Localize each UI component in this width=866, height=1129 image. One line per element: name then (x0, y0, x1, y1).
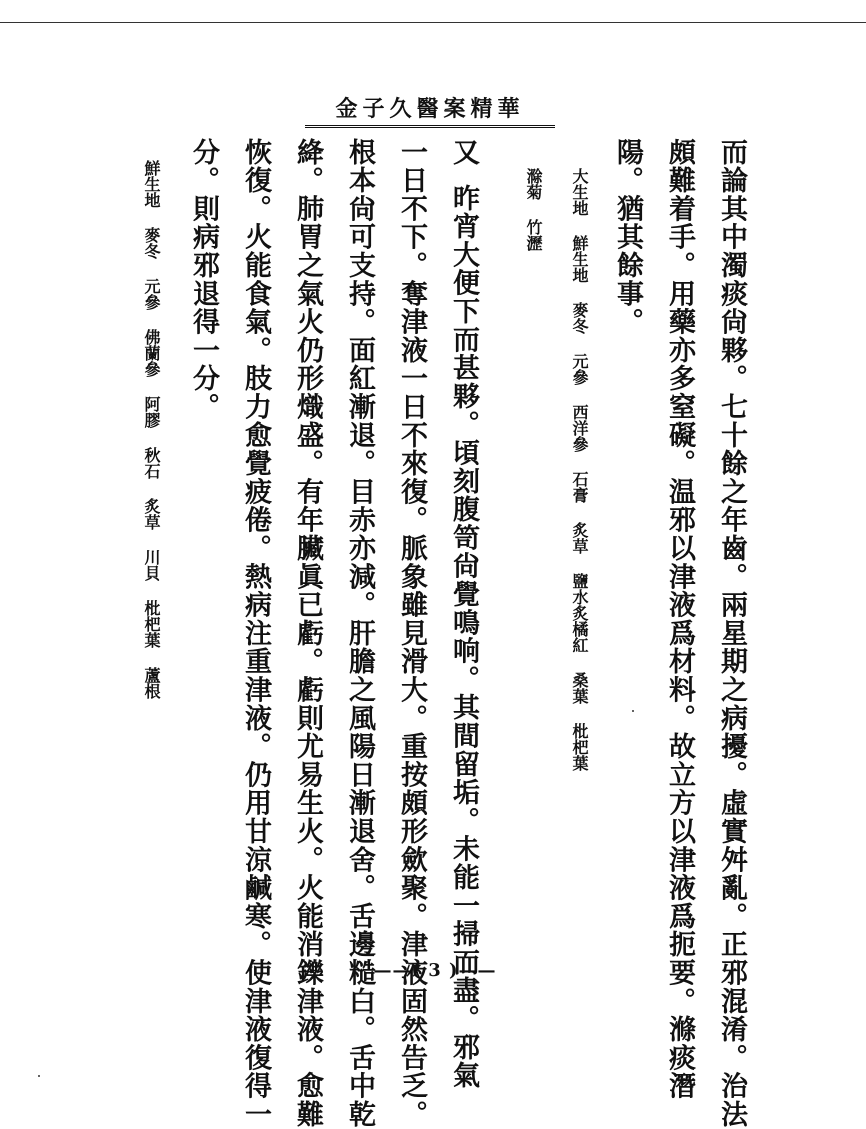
running-title: 金子久醫案精華 (305, 92, 555, 128)
herb: 秋石 (142, 447, 161, 479)
herb: 炙草 (570, 522, 589, 554)
case2-line-3: 根本尙可支持。面紅漸退。目赤亦減。肝膽之風陽日漸退舍。舌邊糙白。舌中乾 (344, 138, 375, 1129)
herb: 阿膠 (142, 396, 161, 428)
case2-line-1: 昨宵大便下而甚夥。頃刻腹笥尙覺鳴响。其間留垢。未能一掃而盡。邪氣 (448, 184, 479, 1090)
herb: 蘆根 (142, 667, 161, 699)
herb: 滁菊 (524, 168, 543, 200)
scan-speck (38, 1075, 40, 1077)
herb: 鮮生地 (570, 235, 589, 283)
case2-line-5: 恢復。火能食氣。肢力愈覺疲倦。熱病注重津液。仍用甘涼鹹寒。使津液復得一 (240, 138, 271, 1129)
herb: 枇杷葉 (142, 600, 161, 648)
herb: 西洋參 (570, 404, 589, 452)
herb: 川貝 (142, 549, 161, 581)
herb: 麥冬 (142, 227, 161, 259)
herb: 麥冬 (570, 302, 589, 334)
herb: 石膏 (570, 471, 589, 503)
scan-speck (632, 710, 634, 712)
prescription-1-column-2 (502, 168, 545, 251)
herb: 鹽水炙橘紅 (570, 573, 589, 653)
herb: 枇杷葉 (570, 723, 589, 771)
herb: 桑葉 (570, 672, 589, 704)
again-marker: 又 (448, 138, 479, 167)
herb: 元參 (570, 353, 589, 385)
herb: 元參 (142, 278, 161, 310)
text-line-3: 陽。猶其餘事。 (612, 138, 643, 337)
prescription-1-column-1 (548, 168, 591, 771)
case2-line-4: 絳。肺胃之氣火仍形熾盛。有年臟眞已虧。虧則尤易生火。火能消鑠津液。愈難 (292, 138, 323, 1129)
herb: 大生地 (570, 168, 589, 216)
page-number: ——( 3 )—— (373, 960, 497, 981)
herb: 佛蘭參 (142, 329, 161, 377)
text-line-2: 頗難着手。用藥亦多窒礙。温邪以津液爲材料。故立方以津液爲扼要。滌痰潛 (664, 138, 695, 1101)
herb: 炙草 (142, 498, 161, 530)
herb: 竹瀝 (524, 219, 543, 251)
herb: 鮮生地 (142, 160, 161, 208)
prescription-2-column (120, 160, 163, 699)
text-line-1: 而論其中濁痰尙夥。七十餘之年齒。兩星期之病擾。虛實舛亂。正邪混淆。治法 (716, 138, 747, 1129)
top-rule (0, 22, 866, 23)
case2-line-2: 一日不下。奪津液一日不來復。脈象雖見滑大。重按頗形歛聚。津液固然告乏。 (396, 138, 427, 1129)
case2-line-6: 分。則病邪退得一分。 (188, 138, 219, 421)
